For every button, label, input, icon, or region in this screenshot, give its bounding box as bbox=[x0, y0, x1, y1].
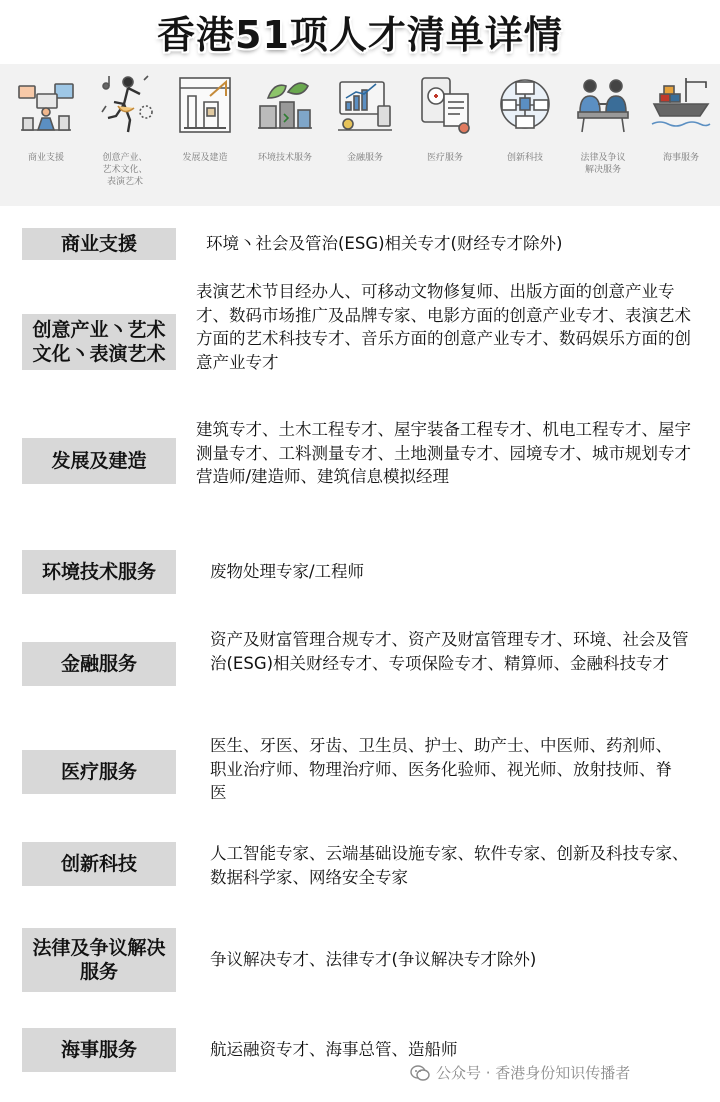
icon-cell-maritime bbox=[641, 72, 720, 202]
list-item bbox=[0, 922, 720, 994]
category-label: 海事服务 bbox=[22, 1028, 176, 1072]
list-item bbox=[0, 418, 720, 518]
icon-label-medical: 医疗服务 bbox=[426, 153, 463, 163]
list-item bbox=[0, 550, 720, 594]
construction-icon bbox=[174, 72, 236, 138]
category-description: 废物处理专家/工程师 bbox=[210, 562, 365, 581]
icon-label-environment: 环境技术服务 bbox=[257, 153, 312, 163]
category-description: 表演艺术节目经办人、可移动文物修复师、出版方面的创意产业专才、数码市场推广及品牌专家、电影方面的创意产业专才、表演艺术方面的艺术科技专才、音乐方面的创意产业专才、数码娱乐方面的创意产业专才 bbox=[196, 282, 691, 372]
icon-label-finance: 金融服务 bbox=[346, 153, 383, 163]
business-support-icon bbox=[15, 72, 77, 138]
list-item bbox=[0, 734, 720, 814]
category-label: 环境技术服务 bbox=[22, 550, 176, 594]
category-label: 金融服务 bbox=[22, 642, 176, 686]
medical-icon bbox=[414, 72, 476, 138]
icon-label-creative: 创意产业、 艺术文化、 表演艺术 bbox=[102, 153, 148, 187]
icon-cell-creative bbox=[85, 72, 165, 202]
category-label: 创新科技 bbox=[22, 842, 176, 886]
header bbox=[0, 0, 720, 62]
list-item bbox=[0, 628, 720, 708]
watermark bbox=[410, 1062, 630, 1083]
finance-icon bbox=[334, 72, 396, 138]
innovation-icon bbox=[494, 72, 556, 138]
category-description: 争议解决专才、法律专才(争议解决专才除外) bbox=[210, 950, 537, 969]
category-description: 人工智能专家、云端基础设施专家、软件专家、创新及科技专家、数据科学家、网络安全专家 bbox=[210, 844, 689, 887]
environment-icon bbox=[254, 72, 316, 138]
category-label: 创意产业丶艺术文化丶表演艺术 bbox=[22, 314, 176, 370]
icon-label-business: 商业支援 bbox=[27, 153, 64, 163]
category-description: 环境丶社会及管治(ESG)相关专才(财经专才除外) bbox=[206, 234, 563, 253]
icon-label-innovation: 创新科技 bbox=[506, 153, 543, 163]
icon-label-construction: 发展及建造 bbox=[182, 153, 228, 163]
category-description: 航运融资专才、海事总管、造船师 bbox=[210, 1040, 458, 1059]
list-item bbox=[0, 840, 720, 896]
icon-label-maritime: 海事服务 bbox=[662, 153, 699, 163]
page-title: 香港51项人才清单详情 bbox=[157, 12, 563, 57]
category-label: 商业支援 bbox=[22, 228, 176, 260]
category-label: 医疗服务 bbox=[22, 750, 176, 794]
category-label: 发展及建造 bbox=[22, 438, 176, 484]
legal-icon bbox=[572, 72, 634, 138]
icon-cell-business bbox=[6, 72, 86, 202]
list-item bbox=[0, 224, 720, 260]
watermark-text: 公众号 · 香港身份知识传播者 bbox=[436, 1064, 631, 1082]
creative-arts-icon bbox=[94, 72, 156, 138]
icon-cell-construction bbox=[165, 72, 245, 202]
icon-cell-legal bbox=[563, 72, 643, 202]
icon-cell-environment bbox=[245, 72, 325, 202]
category-label: 法律及争议解决服务 bbox=[22, 928, 176, 992]
icon-cell-finance bbox=[325, 72, 405, 202]
maritime-icon bbox=[650, 72, 712, 138]
category-description: 医生、牙医、牙齿、卫生员、护士、助产士、中医师、药剂师、职业治疗师、物理治疗师、医务化验师、视光师、放射技师、脊医 bbox=[210, 736, 672, 802]
icon-label-legal: 法律及争议 解决服务 bbox=[580, 153, 626, 175]
category-description: 资产及财富管理合规专才、资产及财富管理专才、环境、社会及管治(ESG)相关财经专才、专项保险专才、精算师、金融科技专才 bbox=[210, 630, 689, 673]
list-item bbox=[0, 278, 720, 404]
icon-cell-innovation bbox=[485, 72, 565, 202]
wechat-icon bbox=[410, 1064, 430, 1082]
category-icon-band bbox=[0, 64, 720, 206]
icon-cell-medical bbox=[405, 72, 485, 202]
category-description: 建筑专才、土木工程专才、屋宇装备工程专才、机电工程专才、屋宇测量专才、工料测量专才、土地测量专才、园境专才、城市规划专才营造师/建造师、建筑信息模拟经理 bbox=[196, 420, 691, 486]
